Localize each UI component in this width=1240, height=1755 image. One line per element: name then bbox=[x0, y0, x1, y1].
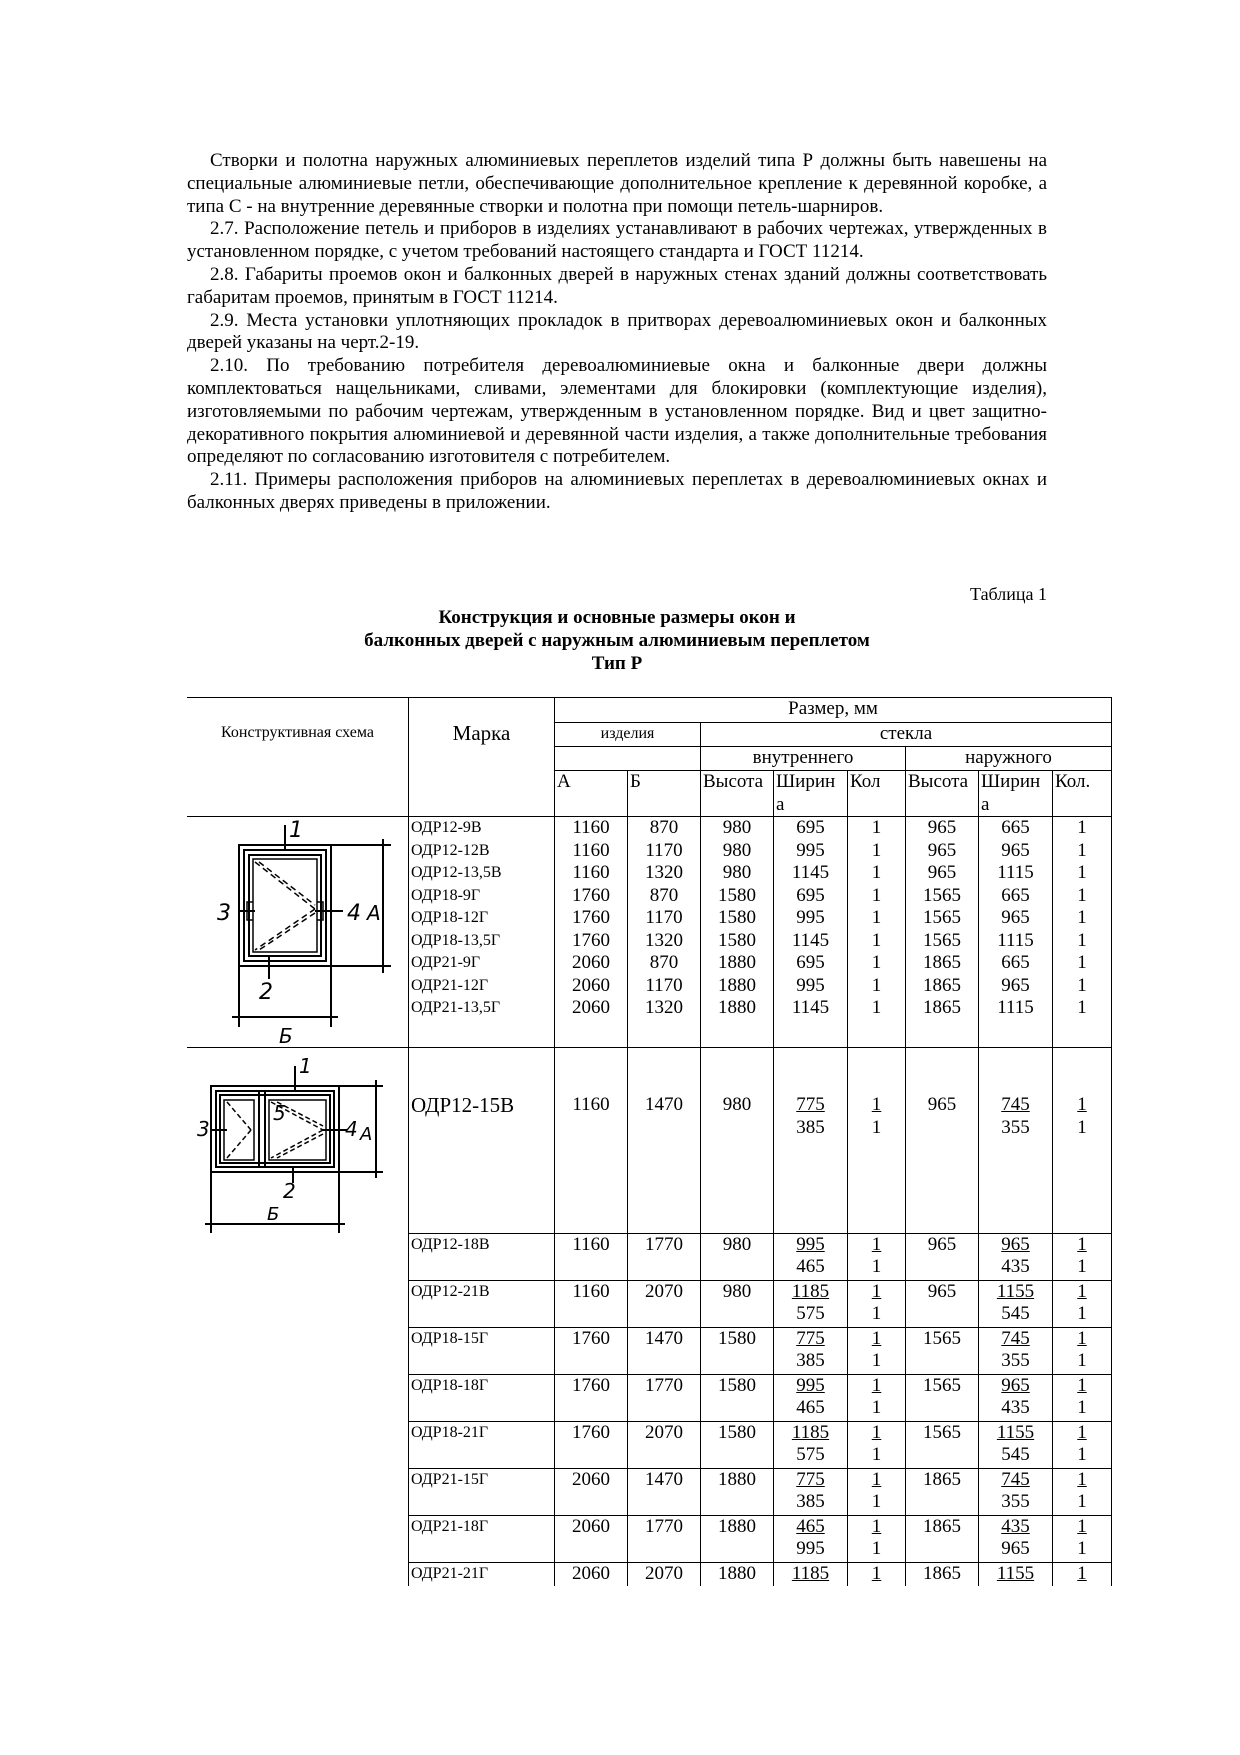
inner-width-cell: 775 385 bbox=[774, 1048, 848, 1234]
body-text bbox=[187, 150, 1047, 515]
b-cell: 2070 bbox=[628, 1421, 701, 1468]
table-label: Таблица 1 bbox=[970, 584, 1047, 604]
inner-height-cell: 980 bbox=[701, 1048, 774, 1234]
inner-width-cell: 995 465 bbox=[774, 1233, 848, 1280]
outer-height-cell: 1565 bbox=[906, 1421, 979, 1468]
outer-width-cell: 1155 545 bbox=[979, 1421, 1053, 1468]
outer-qty-cell: 1 1 bbox=[1053, 1280, 1112, 1327]
paragraph: 2.11. Примеры расположения приборов на алюминиевых переплетах в деревоалюминиевых окнах и балконных дверях приведены в приложении. bbox=[187, 469, 1047, 513]
table-caption bbox=[187, 606, 1047, 675]
window-scheme-drawing bbox=[187, 817, 408, 1047]
inner-height-cell: 1880 bbox=[701, 1562, 774, 1586]
inner-height-cell: 1580 bbox=[701, 1421, 774, 1468]
header-width-outer: Ширин а bbox=[979, 771, 1053, 817]
outer-qty-cell: 1 1 bbox=[1053, 1048, 1112, 1234]
header-width: Ширин а bbox=[774, 771, 848, 817]
outer-width-cell: 965 435 bbox=[979, 1374, 1053, 1421]
outer-width-cell: 1155 bbox=[979, 1562, 1053, 1586]
window-scheme-drawing bbox=[187, 1048, 408, 1233]
inner-height-cell: 980 bbox=[701, 1280, 774, 1327]
scheme-double-sash bbox=[187, 1048, 409, 1234]
group1-inner-width: 695 995 1145 695 995 1145 695 995 1145 bbox=[774, 817, 848, 1048]
inner-qty-cell: 1 1 bbox=[848, 1233, 906, 1280]
inner-height-cell: 1880 bbox=[701, 1515, 774, 1562]
empty-scheme-cell bbox=[187, 1233, 409, 1586]
a-cell: 2060 bbox=[555, 1515, 628, 1562]
inner-qty-cell: 1 bbox=[848, 1562, 906, 1586]
inner-height-cell: 1580 bbox=[701, 1327, 774, 1374]
header-a: А bbox=[555, 771, 628, 817]
inner-width-cell: 1185 575 bbox=[774, 1421, 848, 1468]
table-row bbox=[187, 1233, 1112, 1280]
b-cell: 2070 bbox=[628, 1280, 701, 1327]
outer-height-cell: 1865 bbox=[906, 1562, 979, 1586]
mark-cell: ОДР18-18Г bbox=[409, 1374, 555, 1421]
outer-width-cell: 745 355 bbox=[979, 1468, 1053, 1515]
header-outer: наружного bbox=[906, 747, 1112, 771]
group1-a: 1160 1160 1160 1760 1760 1760 2060 2060 2060 bbox=[555, 817, 628, 1048]
outer-width-cell: 435 965 bbox=[979, 1515, 1053, 1562]
outer-qty-cell: 1 1 bbox=[1053, 1327, 1112, 1374]
header-qty: Кол bbox=[848, 771, 906, 817]
outer-width-cell: 745 355 bbox=[979, 1327, 1053, 1374]
inner-height-cell: 1580 bbox=[701, 1374, 774, 1421]
header-inner: внутреннего bbox=[701, 747, 906, 771]
inner-height-cell: 1880 bbox=[701, 1468, 774, 1515]
outer-height-cell: 965 bbox=[906, 1048, 979, 1234]
mark-cell: ОДР21-21Г bbox=[409, 1562, 555, 1586]
header-height-outer: Высота bbox=[906, 771, 979, 817]
group1-inner-qty: 1 1 1 1 1 1 1 1 1 bbox=[848, 817, 906, 1048]
inner-width-cell: 775 385 bbox=[774, 1327, 848, 1374]
outer-height-cell: 1865 bbox=[906, 1515, 979, 1562]
header-height: Высота bbox=[701, 771, 774, 817]
paragraph: 2.10. По требованию потребителя деревоалюминиевые окна и балконные двери должны комплектоваться нащельниками, сливами, элементами для блокировки (комплектующие изделия), изготовляемыми по рабочим чертежам, утвержденным в установленном порядке. Вид и цвет защитно-декоративного покрытия алюминиевой и деревянной части изделия, а также дополнительные требования определяют по согласованию изготовителя с потребителем. bbox=[187, 355, 1047, 468]
paragraph: 2.9. Места установки уплотняющих прокладок в притворах деревоалюминиевых окон и балконных дверей указаны на черт.2-19. bbox=[187, 309, 1047, 354]
header-glass: стекла bbox=[701, 723, 1112, 747]
paragraph: 2.8. Габариты проемов окон и балконных дверей в наружных стенах зданий должны соответствовать габаритам проемов, принятым в ГОСТ 11214. bbox=[187, 263, 1047, 308]
outer-qty-cell: 1 1 bbox=[1053, 1468, 1112, 1515]
b-cell: 1770 bbox=[628, 1374, 701, 1421]
empty-cell bbox=[555, 747, 701, 771]
mark-cell: ОДР21-15Г bbox=[409, 1468, 555, 1515]
inner-width-cell: 775 385 bbox=[774, 1468, 848, 1515]
a-cell: 1160 bbox=[555, 1280, 628, 1327]
mark-cell: ОДР18-21Г bbox=[409, 1421, 555, 1468]
b-cell: 1470 bbox=[628, 1048, 701, 1234]
paragraph: Створки и полотна наружных алюминиевых переплетов изделий типа Р должны быть навешены на специальные алюминиевые петли, обеспечивающие дополнительное крепление к деревянной коробке, а типа С - на внутренние деревянные створки и полотна при помощи петель-шарниров. bbox=[187, 150, 1047, 217]
header-b: Б bbox=[628, 771, 701, 817]
group1-outer-width: 665 965 1115 665 965 1115 665 965 1115 bbox=[979, 817, 1053, 1048]
scheme-label: Б bbox=[267, 1204, 280, 1225]
b-cell: 1770 bbox=[628, 1515, 701, 1562]
caption-line: балконных дверей с наружным алюминиевым переплетом bbox=[364, 630, 870, 651]
scheme-label: 4 bbox=[347, 901, 361, 926]
scheme-label: 2 bbox=[259, 980, 273, 1005]
outer-height-cell: 965 bbox=[906, 1280, 979, 1327]
inner-width-cell: 1185 575 bbox=[774, 1280, 848, 1327]
group1-inner-height: 980 980 980 1580 1580 1580 1880 1880 1880 bbox=[701, 817, 774, 1048]
mark-cell: ОДР18-15Г bbox=[409, 1327, 555, 1374]
paragraph: 2.7. Расположение петель и приборов в изделиях устанавливают в рабочих чертежах, утвержденных в установленном порядке, с учетом требований настоящего стандарта и ГОСТ 11214. bbox=[187, 218, 1047, 263]
caption-line: Тип Р bbox=[591, 653, 643, 674]
group1-outer-qty: 1 1 1 1 1 1 1 1 1 bbox=[1053, 817, 1112, 1048]
inner-width-cell: 1185 bbox=[774, 1562, 848, 1586]
b-cell: 1770 bbox=[628, 1233, 701, 1280]
outer-qty-cell: 1 1 bbox=[1053, 1233, 1112, 1280]
scheme-label: 4 bbox=[345, 1117, 358, 1141]
outer-height-cell: 965 bbox=[906, 1233, 979, 1280]
inner-qty-cell: 1 1 bbox=[848, 1048, 906, 1234]
header-size: Размер, мм bbox=[555, 698, 1112, 723]
a-cell: 2060 bbox=[555, 1562, 628, 1586]
inner-qty-cell: 1 1 bbox=[848, 1374, 906, 1421]
outer-width-cell: 745 355 bbox=[979, 1048, 1053, 1234]
a-cell: 1760 bbox=[555, 1374, 628, 1421]
outer-qty-cell: 1 1 bbox=[1053, 1515, 1112, 1562]
caption-line: Конструкция и основные размеры окон и bbox=[438, 607, 796, 628]
group1-outer-height: 965 965 965 1565 1565 1565 1865 1865 1865 bbox=[906, 817, 979, 1048]
inner-height-cell: 980 bbox=[701, 1233, 774, 1280]
inner-qty-cell: 1 1 bbox=[848, 1327, 906, 1374]
a-cell: 1760 bbox=[555, 1421, 628, 1468]
scheme-label: А bbox=[360, 1124, 373, 1145]
b-cell: 2070 bbox=[628, 1562, 701, 1586]
scheme-label: 3 bbox=[217, 901, 231, 926]
group1-marks: ОДР12-9В ОДР12-12В ОДР12-13,5В ОДР18-9Г ОДР18-12Г ОДР18-13,5Г ОДР21-9Г ОДР21-12Г ОДР21-13,5Г bbox=[409, 817, 555, 1048]
mark-cell: ОДР21-18Г bbox=[409, 1515, 555, 1562]
header-mark: Марка bbox=[409, 698, 555, 817]
inner-qty-cell: 1 1 bbox=[848, 1515, 906, 1562]
scheme-label: 3 bbox=[197, 1117, 210, 1141]
inner-qty-cell: 1 1 bbox=[848, 1280, 906, 1327]
scheme-label: 1 bbox=[299, 1054, 312, 1078]
group1-b: 870 1170 1320 870 1170 1320 870 1170 1320 bbox=[628, 817, 701, 1048]
outer-width-cell: 1155 545 bbox=[979, 1280, 1053, 1327]
inner-width-cell: 995 465 bbox=[774, 1374, 848, 1421]
mark-cell: ОДР12-21В bbox=[409, 1280, 555, 1327]
scheme-label: 1 bbox=[289, 818, 303, 843]
dimensions-table bbox=[187, 697, 1112, 1586]
scheme-single-sash bbox=[187, 817, 409, 1048]
a-cell: 1160 bbox=[555, 1233, 628, 1280]
outer-qty-cell: 1 1 bbox=[1053, 1374, 1112, 1421]
b-cell: 1470 bbox=[628, 1327, 701, 1374]
scheme-label: 2 bbox=[283, 1179, 296, 1203]
a-cell: 2060 bbox=[555, 1468, 628, 1515]
a-cell: 1760 bbox=[555, 1327, 628, 1374]
outer-qty-cell: 1 1 bbox=[1053, 1421, 1112, 1468]
header-qty-outer: Кол. bbox=[1053, 771, 1112, 817]
mark-cell: ОДР12-15В bbox=[409, 1048, 555, 1234]
scheme-label: 5 bbox=[273, 1101, 286, 1125]
scheme-label: Б bbox=[279, 1024, 293, 1047]
header-product: изделия bbox=[555, 723, 701, 747]
outer-width-cell: 965 435 bbox=[979, 1233, 1053, 1280]
outer-height-cell: 1565 bbox=[906, 1374, 979, 1421]
outer-height-cell: 1865 bbox=[906, 1468, 979, 1515]
b-cell: 1470 bbox=[628, 1468, 701, 1515]
outer-height-cell: 1565 bbox=[906, 1327, 979, 1374]
outer-qty-cell: 1 bbox=[1053, 1562, 1112, 1586]
inner-width-cell: 465 995 bbox=[774, 1515, 848, 1562]
header-scheme: Конструктивная схема bbox=[187, 698, 409, 817]
scheme-label: А bbox=[367, 901, 381, 925]
inner-qty-cell: 1 1 bbox=[848, 1468, 906, 1515]
inner-qty-cell: 1 1 bbox=[848, 1421, 906, 1468]
mark-cell: ОДР12-18В bbox=[409, 1233, 555, 1280]
a-cell: 1160 bbox=[555, 1048, 628, 1234]
